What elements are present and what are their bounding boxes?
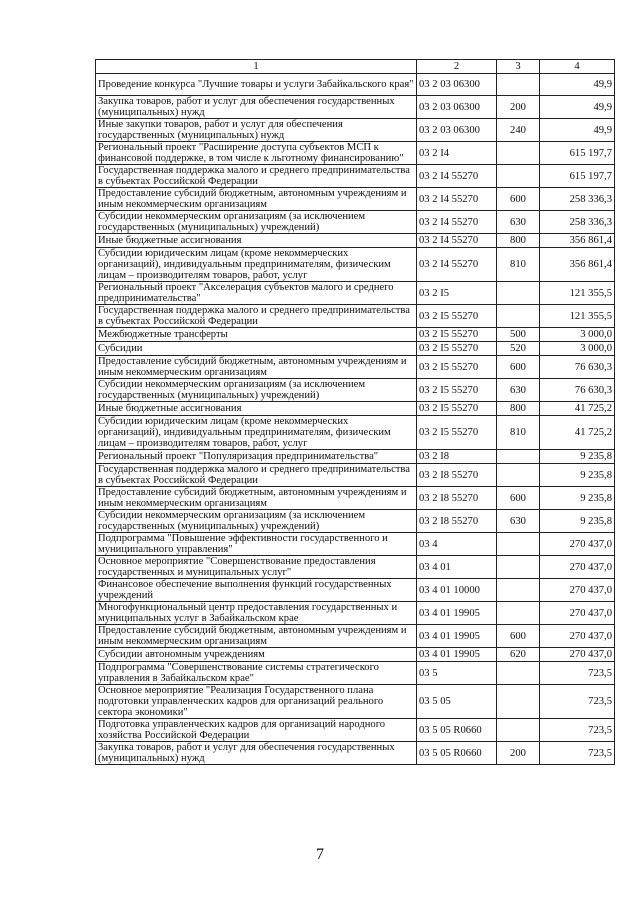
row-name-cell: Многофункциональный центр предоставления государственных и муниципальных услуг в Забайкальском крае — [96, 602, 417, 625]
row-code-cell: 03 2 I5 — [417, 282, 497, 305]
row-type-cell: 810 — [497, 416, 540, 450]
row-type-cell: 800 — [497, 402, 540, 416]
row-name-cell: Проведение конкурса "Лучшие товары и услуги Забайкальского края" — [96, 74, 417, 96]
row-type-cell — [497, 74, 540, 96]
row-type-cell — [497, 450, 540, 464]
header-col-2: 2 — [417, 60, 497, 74]
table-row — [96, 248, 615, 282]
row-name-cell: Субсидии автономным учреждениям — [96, 648, 417, 662]
row-amount-cell: 121 355,5 — [540, 305, 615, 328]
row-code-cell: 03 5 05 — [417, 685, 497, 719]
row-name-cell: Иные закупки товаров, работ и услуг для обеспечения государственных (муниципальных) нужд — [96, 119, 417, 142]
row-code-cell: 03 2 I4 55270 — [417, 165, 497, 188]
row-type-cell: 500 — [497, 328, 540, 342]
row-code-cell: 03 4 01 — [417, 556, 497, 579]
table-row — [96, 234, 615, 248]
row-code-cell: 03 2 I5 55270 — [417, 379, 497, 402]
row-amount-cell: 723,5 — [540, 685, 615, 719]
row-code-cell: 03 2 I4 55270 — [417, 188, 497, 211]
budget-table — [95, 59, 615, 765]
row-code-cell: 03 5 05 R0660 — [417, 742, 497, 765]
row-amount-cell: 615 197,7 — [540, 142, 615, 165]
row-amount-cell: 270 437,0 — [540, 533, 615, 556]
row-name-cell: Региональный проект "Расширение доступа субъектов МСП к финансовой поддержке, в том числе к льготному финансированию" — [96, 142, 417, 165]
row-type-cell: 600 — [497, 188, 540, 211]
row-code-cell: 03 2 I4 — [417, 142, 497, 165]
table-row — [96, 416, 615, 450]
header-col-3: 3 — [497, 60, 540, 74]
row-code-cell: 03 2 03 06300 — [417, 119, 497, 142]
row-amount-cell: 9 235,8 — [540, 464, 615, 487]
row-name-cell: Региональный проект "Акселерация субъектов малого и среднего предпринимательства" — [96, 282, 417, 305]
row-name-cell: Подпрограмма "Повышение эффективности государственного и муниципального управления" — [96, 533, 417, 556]
row-code-cell: 03 2 I4 55270 — [417, 211, 497, 234]
row-name-cell: Государственная поддержка малого и среднего предпринимательства в субъектах Российской Федерации — [96, 464, 417, 487]
row-code-cell: 03 4 01 19905 — [417, 602, 497, 625]
row-amount-cell: 270 437,0 — [540, 579, 615, 602]
row-amount-cell: 3 000,0 — [540, 342, 615, 356]
row-name-cell: Субсидии некоммерческим организациям (за исключением государственных (муниципальных) учреждений) — [96, 379, 417, 402]
table-row — [96, 510, 615, 533]
row-type-cell — [497, 556, 540, 579]
row-name-cell: Государственная поддержка малого и среднего предпринимательства в субъектах Российской Федерации — [96, 165, 417, 188]
row-amount-cell: 356 861,4 — [540, 248, 615, 282]
budget-table-sheet — [95, 59, 614, 765]
row-code-cell: 03 2 I5 55270 — [417, 328, 497, 342]
row-amount-cell: 270 437,0 — [540, 625, 615, 648]
row-name-cell: Предоставление субсидий бюджетным, автономным учреждениям и иным некоммерческим организациям — [96, 625, 417, 648]
table-row — [96, 402, 615, 416]
row-type-cell — [497, 602, 540, 625]
row-code-cell: 03 2 I8 55270 — [417, 487, 497, 510]
table-row — [96, 142, 615, 165]
table-row — [96, 579, 615, 602]
row-code-cell: 03 2 I8 — [417, 450, 497, 464]
row-type-cell — [497, 579, 540, 602]
row-name-cell: Предоставление субсидий бюджетным, автономным учреждениям и иным некоммерческим организациям — [96, 356, 417, 379]
row-code-cell: 03 2 03 06300 — [417, 96, 497, 119]
row-amount-cell: 9 235,8 — [540, 510, 615, 533]
table-row — [96, 165, 615, 188]
row-amount-cell: 9 235,8 — [540, 450, 615, 464]
row-amount-cell: 723,5 — [540, 742, 615, 765]
table-row — [96, 211, 615, 234]
row-type-cell: 630 — [497, 379, 540, 402]
row-name-cell: Подпрограмма "Совершенствование системы стратегического управления в Забайкальском крае" — [96, 662, 417, 685]
row-name-cell: Предоставление субсидий бюджетным, автономным учреждениям и иным некоммерческим организациям — [96, 188, 417, 211]
row-type-cell — [497, 464, 540, 487]
row-code-cell: 03 2 I5 55270 — [417, 416, 497, 450]
row-type-cell — [497, 142, 540, 165]
row-name-cell: Субсидии юридическим лицам (кроме некоммерческих организаций), индивидуальным предпринимателям, физическим лицам – производителям товаров, работ, услуг — [96, 416, 417, 450]
table-row — [96, 742, 615, 765]
row-type-cell: 600 — [497, 487, 540, 510]
row-type-cell — [497, 719, 540, 742]
row-name-cell: Иные бюджетные ассигнования — [96, 402, 417, 416]
table-row — [96, 648, 615, 662]
row-name-cell: Подготовка управленческих кадров для организаций народного хозяйства Российской Федерации — [96, 719, 417, 742]
row-type-cell — [497, 662, 540, 685]
table-row — [96, 662, 615, 685]
row-name-cell: Субсидии некоммерческим организациям (за исключением государственных (муниципальных) учреждений) — [96, 510, 417, 533]
row-type-cell — [497, 282, 540, 305]
row-type-cell: 630 — [497, 510, 540, 533]
table-row — [96, 305, 615, 328]
row-amount-cell: 41 725,2 — [540, 416, 615, 450]
table-row — [96, 533, 615, 556]
row-code-cell: 03 2 03 06300 — [417, 74, 497, 96]
row-amount-cell: 615 197,7 — [540, 165, 615, 188]
row-name-cell: Закупка товаров, работ и услуг для обеспечения государственных (муниципальных) нужд — [96, 96, 417, 119]
page-number: 7 — [316, 846, 324, 863]
row-code-cell: 03 4 — [417, 533, 497, 556]
row-type-cell — [497, 685, 540, 719]
table-row — [96, 464, 615, 487]
row-code-cell: 03 2 I5 55270 — [417, 342, 497, 356]
row-amount-cell: 270 437,0 — [540, 556, 615, 579]
row-type-cell: 200 — [497, 742, 540, 765]
row-type-cell — [497, 305, 540, 328]
row-name-cell: Основное мероприятие "Реализация Государственного плана подготовки управленческих кадров для организаций реального сектора экономики" — [96, 685, 417, 719]
table-row — [96, 342, 615, 356]
table-row — [96, 625, 615, 648]
table-row — [96, 188, 615, 211]
table-header-row — [96, 60, 615, 74]
table-row — [96, 556, 615, 579]
row-name-cell: Межбюджетные трансферты — [96, 328, 417, 342]
row-amount-cell: 270 437,0 — [540, 648, 615, 662]
row-type-cell — [497, 533, 540, 556]
row-amount-cell: 49,9 — [540, 119, 615, 142]
row-name-cell: Государственная поддержка малого и среднего предпринимательства в субъектах Российской Федерации — [96, 305, 417, 328]
row-name-cell: Основное мероприятие "Совершенствование предоставления государственных и муниципальных услуг" — [96, 556, 417, 579]
table-row — [96, 450, 615, 464]
row-amount-cell: 41 725,2 — [540, 402, 615, 416]
table-row — [96, 74, 615, 96]
row-name-cell: Субсидии юридическим лицам (кроме некоммерческих организаций), индивидуальным предпринимателям, физическим лицам – производителям товаров, работ, услуг — [96, 248, 417, 282]
header-col-1: 1 — [96, 60, 417, 74]
row-name-cell: Региональный проект "Популяризация предпринимательства" — [96, 450, 417, 464]
row-name-cell: Иные бюджетные ассигнования — [96, 234, 417, 248]
row-amount-cell: 76 630,3 — [540, 379, 615, 402]
row-code-cell: 03 2 I5 55270 — [417, 305, 497, 328]
row-amount-cell: 76 630,3 — [540, 356, 615, 379]
row-amount-cell: 258 336,3 — [540, 211, 615, 234]
row-code-cell: 03 4 01 19905 — [417, 648, 497, 662]
row-amount-cell: 49,9 — [540, 74, 615, 96]
row-code-cell: 03 4 01 10000 — [417, 579, 497, 602]
row-amount-cell: 9 235,8 — [540, 487, 615, 510]
row-amount-cell: 723,5 — [540, 719, 615, 742]
table-row — [96, 282, 615, 305]
row-type-cell: 520 — [497, 342, 540, 356]
table-row — [96, 328, 615, 342]
row-code-cell: 03 2 I8 55270 — [417, 464, 497, 487]
row-code-cell: 03 4 01 19905 — [417, 625, 497, 648]
header-col-4: 4 — [540, 60, 615, 74]
table-row — [96, 602, 615, 625]
row-name-cell: Субсидии некоммерческим организациям (за исключением государственных (муниципальных) учреждений) — [96, 211, 417, 234]
row-type-cell: 800 — [497, 234, 540, 248]
table-row — [96, 685, 615, 719]
row-type-cell: 240 — [497, 119, 540, 142]
row-amount-cell: 121 355,5 — [540, 282, 615, 305]
row-code-cell: 03 5 — [417, 662, 497, 685]
table-body — [96, 74, 615, 765]
row-name-cell: Финансовое обеспечение выполнения функций государственных учреждений — [96, 579, 417, 602]
row-amount-cell: 3 000,0 — [540, 328, 615, 342]
row-name-cell: Субсидии — [96, 342, 417, 356]
row-code-cell: 03 2 I4 55270 — [417, 248, 497, 282]
table-row — [96, 356, 615, 379]
row-amount-cell: 49,9 — [540, 96, 615, 119]
table-row — [96, 487, 615, 510]
row-type-cell — [497, 165, 540, 188]
row-type-cell: 200 — [497, 96, 540, 119]
row-code-cell: 03 2 I4 55270 — [417, 234, 497, 248]
row-name-cell: Предоставление субсидий бюджетным, автономным учреждениям и иным некоммерческим организациям — [96, 487, 417, 510]
row-type-cell: 600 — [497, 356, 540, 379]
row-type-cell: 630 — [497, 211, 540, 234]
table-row — [96, 96, 615, 119]
row-type-cell: 620 — [497, 648, 540, 662]
row-type-cell: 810 — [497, 248, 540, 282]
row-code-cell: 03 2 I8 55270 — [417, 510, 497, 533]
table-row — [96, 119, 615, 142]
table-row — [96, 379, 615, 402]
row-amount-cell: 356 861,4 — [540, 234, 615, 248]
row-amount-cell: 270 437,0 — [540, 602, 615, 625]
table-row — [96, 719, 615, 742]
row-code-cell: 03 2 I5 55270 — [417, 356, 497, 379]
row-amount-cell: 723,5 — [540, 662, 615, 685]
row-type-cell: 600 — [497, 625, 540, 648]
row-code-cell: 03 2 I5 55270 — [417, 402, 497, 416]
row-amount-cell: 258 336,3 — [540, 188, 615, 211]
row-name-cell: Закупка товаров, работ и услуг для обеспечения государственных (муниципальных) нужд — [96, 742, 417, 765]
row-code-cell: 03 5 05 R0660 — [417, 719, 497, 742]
